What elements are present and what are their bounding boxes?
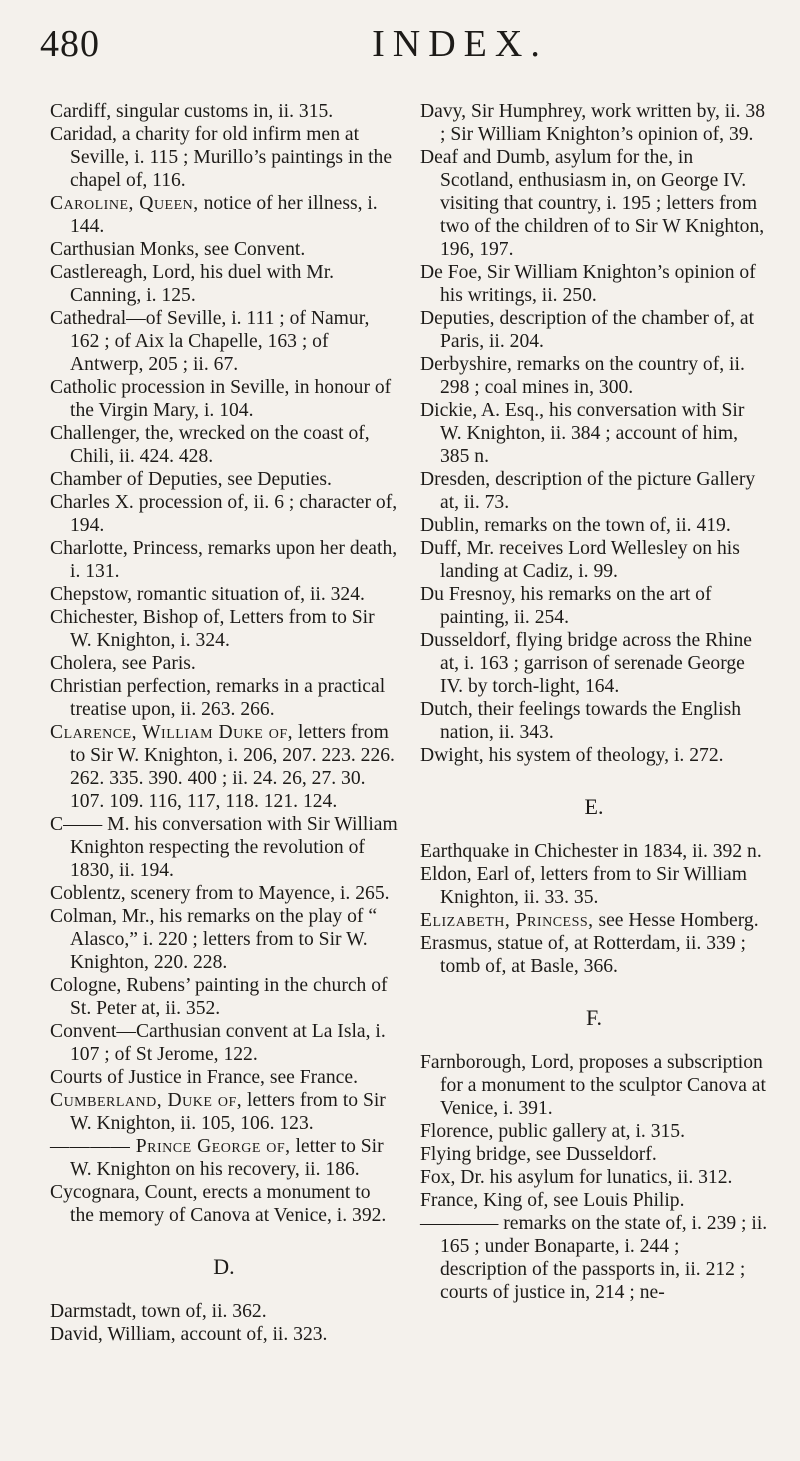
entry-text: Cycognara, Count, erects a monument to the memory of Canova at Venice, i. 392. bbox=[50, 1182, 387, 1226]
index-entry bbox=[50, 1020, 398, 1066]
entry-text: Deputies, description of the chamber of, at Paris, ii. 204. bbox=[420, 308, 755, 352]
entry-text: Charlotte, Princess, remarks upon her death, i. 131. bbox=[50, 538, 398, 582]
index-entry bbox=[50, 1089, 398, 1135]
index-entry bbox=[420, 744, 768, 767]
section-letter: D. bbox=[213, 1254, 235, 1279]
entry-text: letters from to Sir W. Knighton, i. 206, 207. 223. 226. 262. 335. 390. 400 ; ii. 24. 26, 27. 30. 107. 109. 116, 117, 118. 121. 124. bbox=[70, 722, 395, 812]
entry-text: Cologne, Rubens’ painting in the church of St. Peter at, ii. 352. bbox=[50, 975, 388, 1019]
index-entry bbox=[50, 721, 398, 813]
index-entry bbox=[50, 261, 398, 307]
entry-text: Derbyshire, remarks on the country of, ii. 298 ; coal mines in, 300. bbox=[420, 354, 745, 398]
index-entry bbox=[420, 840, 768, 863]
index-entry bbox=[420, 629, 768, 698]
entry-text: De Foe, Sir William Knighton’s opinion of his writings, ii. 250. bbox=[420, 262, 756, 306]
entry-text: ———— remarks on the state of, i. 239 ; ii. 165 ; under Bonaparte, i. 244 ; description of the passports in, ii. 212 ; courts of justice in, 214 ; ne- bbox=[420, 1213, 768, 1303]
index-entry bbox=[50, 537, 398, 583]
entry-text: Cholera, see Paris. bbox=[50, 653, 196, 674]
index-entry bbox=[50, 491, 398, 537]
entry-text: Davy, Sir Humphrey, work written by, ii. 38 ; Sir William Knighton’s opinion of, 39. bbox=[420, 101, 766, 145]
entry-text: Chepstow, romantic situation of, ii. 324. bbox=[50, 584, 365, 605]
index-entry bbox=[50, 905, 398, 974]
entry-text: Colman, Mr., his remarks on the play of “ Alasco,” i. 220 ; letters from to Sir W. Knighton, 220. 228. bbox=[50, 906, 378, 973]
index-entry bbox=[50, 422, 398, 468]
section-letter: F. bbox=[586, 1005, 602, 1030]
left-column bbox=[50, 100, 398, 1346]
index-entry bbox=[50, 882, 398, 905]
index-entry bbox=[50, 813, 398, 882]
entry-text: Cathedral—of Seville, i. 111 ; of Namur, 162 ; of Aix la Chapelle, 163 ; of Antwerp, 205 ; ii. 67. bbox=[50, 308, 370, 375]
index-entry bbox=[50, 1066, 398, 1089]
entry-text: letter to Sir W. Knighton on his recovery, ii. 186. bbox=[70, 1136, 384, 1180]
entry-heading: ———— Prince George of, bbox=[50, 1136, 291, 1157]
entry-text: Dublin, remarks on the town of, ii. 419. bbox=[420, 515, 731, 536]
index-entry bbox=[50, 974, 398, 1020]
entry-text: notice of her illness, i. 144. bbox=[70, 193, 378, 237]
index-entry bbox=[420, 863, 768, 909]
index-entry bbox=[420, 468, 768, 514]
entry-text: Caridad, a charity for old infirm men at Seville, i. 115 ; Murillo’s paintings in the chapel of, 116. bbox=[50, 124, 393, 191]
index-entry bbox=[50, 238, 398, 261]
section-letter: E. bbox=[584, 794, 604, 819]
entry-text: Darmstadt, town of, ii. 362. bbox=[50, 1301, 267, 1322]
right-column bbox=[420, 100, 768, 1304]
entry-text: Convent—Carthusian convent at La Isla, i. 107 ; of St Jerome, 122. bbox=[50, 1021, 386, 1065]
index-entry bbox=[420, 932, 768, 978]
entry-text: C—— M. his conversation with Sir William Knighton respecting the revolution of 1830, ii. 194. bbox=[50, 814, 398, 881]
entry-heading: Cumberland, Duke of, bbox=[50, 1090, 243, 1111]
entry-text: Challenger, the, wrecked on the coast of, Chili, ii. 424. 428. bbox=[50, 423, 370, 467]
index-entry bbox=[420, 1120, 768, 1143]
index-entry bbox=[50, 652, 398, 675]
entry-text: Erasmus, statue of, at Rotterdam, ii. 339 ; tomb of, at Basle, 366. bbox=[420, 933, 746, 977]
index-entry bbox=[50, 675, 398, 721]
entry-text: Deaf and Dumb, asylum for the, in Scotland, enthusiasm in, on George IV. visiting that country, i. 195 ; letters from two of the children of to Sir W Knighton, 196, 197. bbox=[420, 147, 765, 260]
page-header bbox=[40, 22, 760, 72]
entry-text: Dusseldorf, flying bridge across the Rhine at, i. 163 ; garrison of serenade George IV. by torch-light, 164. bbox=[420, 630, 752, 697]
entry-text: Chichester, Bishop of, Letters from to Sir W. Knighton, i. 324. bbox=[50, 607, 375, 651]
entry-text: Eldon, Earl of, letters from to Sir William Knighton, ii. 33. 35. bbox=[420, 864, 747, 908]
entry-text: Flying bridge, see Dusseldorf. bbox=[420, 1144, 657, 1165]
index-entry bbox=[50, 1181, 398, 1227]
entry-text: Charles X. procession of, ii. 6 ; character of, 194. bbox=[50, 492, 398, 536]
index-entry bbox=[420, 261, 768, 307]
index-entry bbox=[50, 606, 398, 652]
entry-text: Fox, Dr. his asylum for lunatics, ii. 312. bbox=[420, 1167, 733, 1188]
entry-text: Cardiff, singular customs in, ii. 315. bbox=[50, 101, 334, 122]
entry-text: Catholic procession in Seville, in honour of the Virgin Mary, i. 104. bbox=[50, 377, 392, 421]
index-entry bbox=[420, 537, 768, 583]
entry-text: Courts of Justice in France, see France. bbox=[50, 1067, 358, 1088]
index-entry bbox=[420, 146, 768, 261]
index-entry bbox=[420, 698, 768, 744]
entry-text: Dwight, his system of theology, i. 272. bbox=[420, 745, 724, 766]
entry-text: Earthquake in Chichester in 1834, ii. 392 n. bbox=[420, 841, 762, 862]
index-entry bbox=[420, 583, 768, 629]
index-entry bbox=[50, 376, 398, 422]
entry-text: Dresden, description of the picture Gallery at, ii. 73. bbox=[420, 469, 756, 513]
index-entry bbox=[420, 1143, 768, 1166]
index-entry bbox=[50, 123, 398, 192]
index-entry bbox=[50, 583, 398, 606]
index-entry bbox=[420, 100, 768, 146]
entry-text: Dickie, A. Esq., his conversation with Sir W. Knighton, ii. 384 ; account of him, 385 n. bbox=[420, 400, 745, 467]
entry-text: Dutch, their feelings towards the English nation, ii. 343. bbox=[420, 699, 742, 743]
entry-heading: Caroline, Queen, bbox=[50, 193, 199, 214]
entry-heading: Elizabeth, Princess, bbox=[420, 910, 594, 931]
index-entry bbox=[420, 1189, 768, 1212]
index-entry bbox=[420, 307, 768, 353]
index-entry bbox=[420, 1166, 768, 1189]
entry-text: Farnborough, Lord, proposes a subscription for a monument to the sculptor Canova at Venice, i. 391. bbox=[420, 1052, 766, 1119]
index-entry bbox=[420, 909, 768, 932]
entry-text: Christian perfection, remarks in a practical treatise upon, ii. 263. 266. bbox=[50, 676, 386, 720]
entry-heading: Clarence, William Duke of, bbox=[50, 722, 294, 743]
entry-text: Chamber of Deputies, see Deputies. bbox=[50, 469, 332, 490]
entry-text: Coblentz, scenery from to Mayence, i. 265. bbox=[50, 883, 390, 904]
entry-text: Florence, public gallery at, i. 315. bbox=[420, 1121, 685, 1142]
entry-text: see Hesse Homberg. bbox=[593, 910, 759, 931]
index-entry bbox=[420, 1212, 768, 1304]
index-entry bbox=[420, 1051, 768, 1120]
entry-text: Castlereagh, Lord, his duel with Mr. Canning, i. 125. bbox=[50, 262, 335, 306]
entry-text: Carthusian Monks, see Convent. bbox=[50, 239, 306, 260]
index-entry bbox=[420, 514, 768, 537]
page-number: 480 bbox=[40, 23, 100, 65]
index-entry bbox=[50, 1323, 398, 1346]
index-entry bbox=[50, 468, 398, 491]
entry-text: David, William, account of, ii. 323. bbox=[50, 1324, 328, 1345]
index-entry bbox=[420, 353, 768, 399]
index-entry bbox=[420, 399, 768, 468]
entry-text: letters from to Sir W. Knighton, ii. 105, 106. 123. bbox=[70, 1090, 386, 1134]
index-entry bbox=[50, 307, 398, 376]
index-entry bbox=[50, 100, 398, 123]
entry-text: Duff, Mr. receives Lord Wellesley on his landing at Cadiz, i. 99. bbox=[420, 538, 740, 582]
entry-text: Du Fresnoy, his remarks on the art of painting, ii. 254. bbox=[420, 584, 712, 628]
running-head: INDEX. bbox=[372, 23, 548, 65]
index-entry bbox=[50, 1135, 398, 1181]
index-entry bbox=[50, 1300, 398, 1323]
index-entry bbox=[50, 192, 398, 238]
entry-text: France, King of, see Louis Philip. bbox=[420, 1190, 685, 1211]
